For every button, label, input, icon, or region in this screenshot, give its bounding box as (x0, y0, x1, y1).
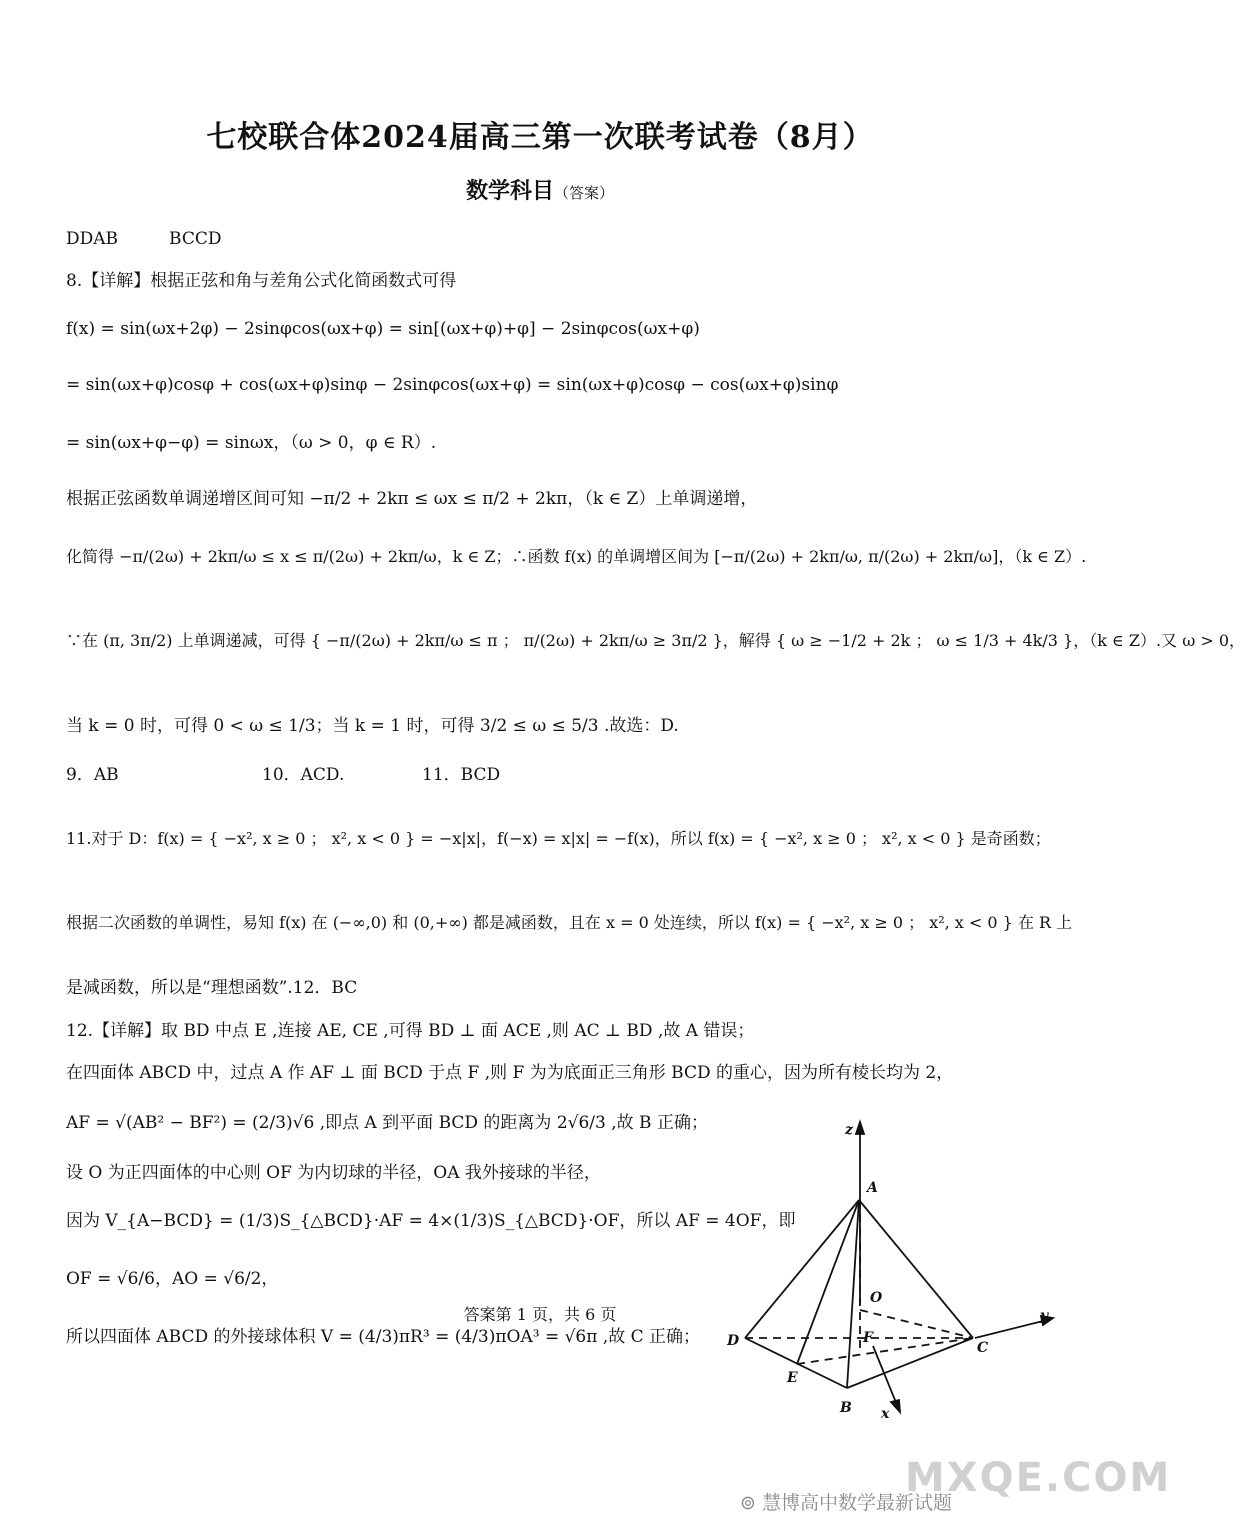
q11-decreasing: 根据二次函数的单调性，易知 f(x) 在 (−∞,0) 和 (0,+∞) 都是减函数，且在 x = 0 处连续，所以 f(x) = { −x², x ≥ 0 ； x², x < 0 } 在 R 上 (66, 913, 1073, 932)
q12-step-7: 所以四面体 ABCD 的外接球体积 V = (4/3)πR³ = (4/3)πOA³ = √6π ,故 C 正确； (66, 1327, 701, 1347)
q8-conclusion: 当 k = 0 时，可得 0 < ω ≤ 1/3；当 k = 1 时，可得 3/2 ≤ ω ≤ 5/3 .故选：D. (66, 716, 679, 736)
label-C: C (977, 1340, 989, 1356)
label-E: E (787, 1370, 798, 1386)
page-subtitle (0, 174, 1080, 205)
label-A: A (867, 1180, 878, 1196)
label-O: O (870, 1290, 883, 1306)
wechat-icon: ⊚ (740, 1492, 762, 1514)
q8-equation-2: = sin(ωx+φ)cosφ + cos(ωx+φ)sinφ − 2sinφcos(ωx+φ) = sin(ωx+φ)cosφ − cos(ωx+φ)sinφ (66, 375, 839, 395)
answer-q9: 9．AB (66, 765, 119, 785)
q12-step-4: 设 O 为正四面体的中心则 OF 为内切球的半径，OA 我外接球的半径， (66, 1163, 601, 1183)
label-y: y (1040, 1308, 1049, 1324)
q8-equation-1: f(x) = sin(ωx+2φ) − 2sinφcos(ωx+φ) = sin[(ωx+φ)+φ] − 2sinφcos(ωx+φ) (66, 319, 700, 339)
watermark-text (740, 1488, 952, 1515)
x-axis-arrow (891, 1400, 900, 1412)
page-footer: 答案第 1 页，共 6 页 (463, 1305, 617, 1324)
q11-conclusion: 是减函数，所以是“理想函数”.12．BC (66, 978, 358, 998)
q8-equation-3: = sin(ωx+φ−φ) = sinωx，（ω > 0，φ ∈ R）. (66, 433, 437, 453)
subject-note: （答案） (554, 184, 615, 202)
q8-simplified: 化简得 −π/(2ω) + 2kπ/ω ≤ x ≤ π/(2ω) + 2kπ/ω，k ∈ Z；∴函数 f(x) 的单调增区间为 [−π/(2ω) + 2kπ/ω, π/(2ω) + 2kπ/ω]，（k ∈ Z）. (66, 547, 1087, 566)
q11-odd-function: 11.对于 D：f(x) = { −x², x ≥ 0 ； x², x < 0 } = −x|x|，f(−x) = x|x| = −f(x)，所以 f(x) = { −x², x ≥ 0 ； x², x < 0 } 是奇函数； (66, 829, 1051, 848)
subject-label: 数学科目 (465, 178, 554, 204)
label-F: F (863, 1330, 873, 1346)
label-B: B (840, 1400, 852, 1416)
answer-q11: 11．BCD (422, 765, 501, 785)
q8-monotonic-interval: 根据正弦函数单调递增区间可知 −π/2 + 2kπ ≤ ωx ≤ π/2 + 2kπ，（k ∈ Z）上单调递增， (66, 489, 758, 509)
edge-EC (797, 1338, 973, 1364)
answer-q10: 10．ACD. (262, 765, 345, 785)
q8-intro: 8.【详解】根据正弦和角与差角公式化简函数式可得 (66, 271, 457, 291)
tetrahedron-diagram (715, 1120, 1065, 1420)
q12-step-3: AF = √(AB² − BF²) = (2/3)√6 ,即点 A 到平面 BCD 的距离为 2√6/3 ,故 B 正确； (66, 1113, 708, 1133)
q12-step-1: 12.【详解】取 BD 中点 E ,连接 AE, CE ,可得 BD ⊥ 面 ACE ,则 AC ⊥ BD ,故 A 错误； (66, 1021, 755, 1041)
q12-step-2: 在四面体 ABCD 中，过点 A 作 AF ⊥ 面 BCD 于点 F ,则 F 为为底面正三角形 BCD 的重心，因为所有棱长均为 2， (66, 1063, 954, 1083)
q12-step-5: 因为 V_{A−BCD} = (1/3)S_{△BCD}·AF = 4×(1/3)S_{△BCD}·OF，所以 AF = 4OF，即 (66, 1211, 796, 1231)
page-title: 七校联合体2024届高三第一次联考试卷（8月） (206, 120, 874, 155)
watermark-logo: MXQE.COM (905, 1455, 1172, 1501)
label-D: D (727, 1333, 740, 1349)
answer-row-1: DDAB BCCD (66, 229, 222, 249)
q8-system: ∵在 (π, 3π/2) 上单调递减，可得 { −π/(2ω) + 2kπ/ω ≤ π ； π/(2ω) + 2kπ/ω ≥ 3π/2 }，解得 { ω ≥ −1/2 + 2k ； ω ≤ 1/3 + 4k/3 }，（k ∈ Z）.又 ω > 0， (66, 631, 1245, 650)
label-x: x (881, 1406, 890, 1422)
q12-step-6: OF = √6/6，AO = √6/2， (66, 1269, 279, 1289)
watermark-label: 慧博高中数学最新试题 (761, 1492, 952, 1514)
label-z: z (845, 1122, 853, 1138)
z-axis-arrow (856, 1122, 864, 1134)
